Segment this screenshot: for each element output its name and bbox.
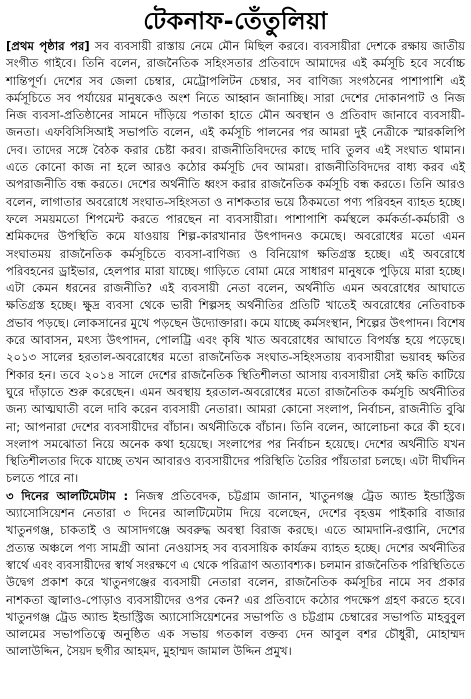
- paragraph-2-text: নিজস্ব প্রতিবেদক, চট্টগ্রাম জানান, খাতুনগঞ্জ ট্রেড অ্যান্ড ইন্ডাস্ট্রিজ অ্যাসোসিয়েশন নেতারা ৩ দিনের আলটিমেটাম দিয়ে বলেছেন, দেশের বৃহত্তম পাইকারি বাজার খাতুনগঞ্জ, চাকতাই ও আসাদগঞ্জে অবরুদ্ধ অবস্থা বিরাজ করছে। এতে আমদানি-রপ্তানি, দেশের প্রত্যন্ত অঞ্চলে পণ্য সামগ্রী আনা নেওয়াসহ সব ব্যবসায়িক কার্যক্রম ব্যাহত হচ্ছে। দেশের অর্থনীতির স্বার্থে এবং ব্যবসায়ীদের স্বার্থ সংরক্ষণে এ থেকে পরিত্রাণ অত্যাবশ্যক। চলমান রাজনৈতিক পরিস্থিতিতে উদ্বেগ প্রকাশ করে খাতুনগঞ্জের ব্যবসায়ী নেতারা বলেন, রাজনৈতিক কর্মসূচির নামে সব প্রকার নাশকতা জ্বালাও-পোড়াও ব্যবসায়ীদের ওপর কেন? এর প্রতিবাদে কঠোর পদক্ষেপ গ্রহণ করতে হবে। খাতুনগঞ্জ ট্রেড অ্যান্ড ইন্ডাস্ট্রিজ অ্যাসোসিয়েশনের সভাপতি ও চট্টগ্রাম চেম্বারের সভাপতি মাহবুবুল আলমের সভাপতিত্বে অনুষ্ঠিত এক সভায় গতকাল বক্তব্য দেন আবুল বশর চৌধুরী, মোহাম্মদ আলাউদ্দিন, সৈয়দ ছগীর আহমদ, মুহাম্মদ জামাল উদ্দিন প্রমুখ।: [6, 488, 466, 659]
- article-paragraph-2: [6, 488, 465, 661]
- paragraph-1-text: সব ব্যবসায়ী রাস্তায় নেমে মৌন মিছিল করবে। ব্যবসায়ীরা দেশকে রক্ষায় জাতীয় সংগীত গাইবে। তিনি বলেন, রাজনৈতিক সহিংসতার প্রতিবাদে আমাদের এই কর্মসূচি হবে সর্বোচ্চ শান্তিপূর্ণ। দেশের সব জেলা চেম্বার, মেট্রোপলিটন চেম্বার, সব বাণিজ্য সংগঠনের পাশাপাশি এই কর্মসূচিতে সব পর্যায়ের মানুষকেও অংশ নিতে আহ্বান জানাচ্ছি। সারা দেশের দোকানপাট ও নিজ নিজ ব্যবসা-প্রতিষ্ঠানের সামনে দাঁড়িয়ে পতাকা হাতে মৌন অবস্থান ও প্রতিবাদ জানাবে ব্যবসায়ী-জনতা। এফবিসিসিআই সভাপতি বলেন, এই কর্মসূচি পালনের পর আমরা দুই নেত্রীকে স্মারকলিপি দেব। তাদের সঙ্গে বৈঠক করার চেষ্টা করব। রাজনীতিবিদদের কাছে দাবি তুলব এই সংঘাত থামান। এতে কোনো কাজ না হলে আরও কঠোর কর্মসূচি দেব আমরা। রাজনীতিবিদদের বাধ্য করব এই অপরাজনীতি বন্ধ করতে। দেশের অর্থনীতি ধ্বংস করার রাজনৈতিক কর্মসূচি বন্ধ করতে। তিনি আরও বলেন, লাগাতার অবরোধে সংঘাত-সহিংসতা ও নাশকতার ভয়ে ঠিকমতো পণ্য পরিবহন ব্যাহত হচ্ছে। ফলে সময়মতো শিপমেন্ট করতে পারছেন না ব্যবসায়ীরা। পাশাপাশি কর্মস্থলে কর্মকর্তা-কর্মচারী ও শ্রমিকদের উপস্থিতি কমে যাওয়ায় শিল্প-কারখানার উৎপাদনও কমেছে। অবরোধের মতো এমন সংঘাতময় রাজনৈতিক কর্মসূচিতে ব্যবসা-বাণিজ্য ও বিনিয়োগ ক্ষতিগ্রস্ত হচ্ছে। এই অবরোধে পরিবহনের ড্রাইভার, হেলপার মারা যাচ্ছে। গাড়িতে বোমা মেরে সাধারণ মানুষকে পুড়িয়ে মারা হচ্ছে। এটা কেমন ধরনের রাজনীতি? এই ব্যবসায়ী নেতা বলেন, অর্থনীতি এমন অবরোধের আঘাতে ক্ষতিগ্রস্ত হচ্ছে। ক্ষুদ্র ব্যবসা থেকে ভারী শিল্পসহ অর্থনীতির প্রতিটি খাতেই অবরোধের নেতিবাচক প্রভাব পড়ছে। লোকসানের মুখে পড়ছেন উদ্যোক্তারা। কমে যাচ্ছে কর্মসংস্থান, শিল্পের উৎপাদন। বিশেষ করে আবাসন, মৎস্য উৎপাদন, পোলট্রি এবং কৃষি খাত অবরোধের আঘাতে বিপর্যস্ত হয়ে পড়েছে। ২০১৩ সালের হরতাল-অবরোধের মতো রাজনৈতিক সংঘাত-সহিংসতায় ব্যবসায়ীরা ভয়াবহ ক্ষতির শিকার হন। তবে ২০১৪ সালে দেশের রাজনৈতিক স্থিতিশীলতা আসায় ব্যবসায়ীরা সেই ক্ষতি কাটিয়ে ঘুরে দাঁড়াতে শুরু করেছেন। এমন অবস্থায় হরতাল-অবরোধের মতো রাজনৈতিক কর্মসূচি অর্থনীতির জন্য আত্মঘাতী বলে দাবি করেন ব্যবসায়ী নেতারা। আমরা কোনো সংলাপ, নির্বাচন, রাজনীতি বুঝি না; আপনারা দেশের ব্যবসায়ীদের বাঁচান। অর্থনীতিকে বাঁচান। তিনি বলেন, আলোচনা করে কী হবে। সংলাপ সমঝোতা নিয়ে অনেক কথা হয়েছে। সংলাপের পর নির্বাচন হয়েছে। দেশের অর্থনীতি যখন স্থিতিশীলতার দিকে যাচ্ছে তখন আবারও ব্যবসায়ীদের পরিস্থিতি তৈরির পাঁয়তারা চলছে। এটা দীর্ঘদিন চলতে পারে না।: [6, 39, 465, 486]
- headline: টেকনাফ-তেঁতুলিয়া: [143, 7, 328, 35]
- article-paragraph-1: [6, 38, 465, 488]
- continuation-tag: [প্রথম পৃষ্ঠার পর]: [6, 39, 90, 53]
- subheading-ultimatum: ৩ দিনের আলটিমেটাম :: [6, 488, 129, 503]
- article-body: [6, 38, 465, 661]
